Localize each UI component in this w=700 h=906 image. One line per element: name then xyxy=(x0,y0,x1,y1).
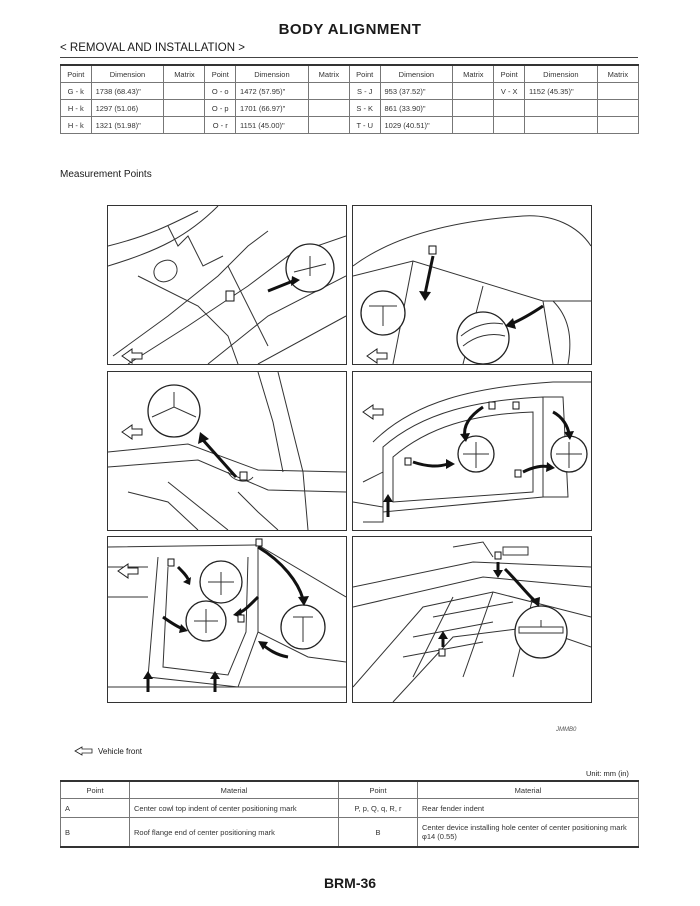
cell-dimension: 953 (37.52)" xyxy=(380,83,453,100)
cell-matrix xyxy=(308,83,349,100)
callout-arrow-icon xyxy=(268,281,293,291)
point-marker-icon xyxy=(256,539,262,546)
callout-arrow-icon xyxy=(523,466,549,472)
cell-point: H - k xyxy=(61,117,92,134)
cell-point: S - K xyxy=(349,100,380,117)
cell-point: O - o xyxy=(205,83,236,100)
cell-matrix xyxy=(597,100,638,117)
point-marker-icon xyxy=(515,470,521,477)
point-marker-icon xyxy=(168,559,174,566)
subtitle-rule xyxy=(60,57,638,58)
vehicle-front-arrow-icon xyxy=(363,405,383,419)
cell-matrix xyxy=(308,117,349,134)
cell-matrix xyxy=(453,117,494,134)
cell-dimension: 1321 (51.98)" xyxy=(91,117,164,134)
cell-matrix xyxy=(453,100,494,117)
point-marker-icon xyxy=(429,246,436,254)
cell-dimension: 1297 (51.06) xyxy=(91,100,164,117)
col-matrix: Matrix xyxy=(164,65,205,83)
legend xyxy=(74,746,142,756)
cell-point xyxy=(494,117,525,134)
cell-matrix xyxy=(164,117,205,134)
material-row xyxy=(61,799,639,818)
callout-arrow-icon xyxy=(413,462,448,466)
material-table xyxy=(60,780,639,848)
cell-material: Roof flange end of center positioning mark xyxy=(130,818,339,848)
cell-point: S - J xyxy=(349,83,380,100)
col-matrix: Matrix xyxy=(597,65,638,83)
cell-dimension: 1472 (57.95)" xyxy=(236,83,309,100)
col-dimension: Dimension xyxy=(91,65,164,83)
cowl-illustration xyxy=(108,206,346,364)
col-dimension: Dimension xyxy=(380,65,453,83)
cell-dimension xyxy=(524,117,597,134)
cell-matrix xyxy=(164,100,205,117)
diagram-panel-roof xyxy=(352,205,592,365)
point-marker-icon xyxy=(489,402,495,409)
cell-point: G - k xyxy=(61,83,92,100)
cell-dimension: 1152 (45.35)" xyxy=(524,83,597,100)
point-marker-icon xyxy=(513,402,519,409)
col-matrix: Matrix xyxy=(453,65,494,83)
legend-label: Vehicle front xyxy=(98,746,143,756)
cell-point: O - r xyxy=(205,117,236,134)
page-title: BODY ALIGNMENT xyxy=(278,21,422,38)
side-body-illustration xyxy=(353,372,591,530)
magnify-circle xyxy=(457,312,509,364)
cell-dimension: 861 (33.90)" xyxy=(380,100,453,117)
callout-arrow-icon xyxy=(425,256,433,294)
cell-point: T - U xyxy=(349,117,380,134)
cell-material: Rear fender indent xyxy=(418,799,639,818)
cell-dimension: 1029 (40.51)" xyxy=(380,117,453,134)
cell-point xyxy=(494,100,525,117)
col-dimension: Dimension xyxy=(236,65,309,83)
vehicle-front-arrow-icon xyxy=(122,425,142,439)
page-number: BRM-36 xyxy=(323,875,377,891)
rear-side-illustration xyxy=(108,537,346,702)
cell-point: P, p, Q, q, R, r xyxy=(339,799,418,818)
col-point: Point xyxy=(61,65,92,83)
col-material: Material xyxy=(130,781,339,799)
cell-matrix xyxy=(453,83,494,100)
col-point: Point xyxy=(205,65,236,83)
diagram-panel-floor xyxy=(352,536,592,703)
unit-label: Unit: mm (in) xyxy=(586,769,629,778)
cell-point: V - X xyxy=(494,83,525,100)
cell-point: H - k xyxy=(61,100,92,117)
col-point: Point xyxy=(339,781,418,799)
diagram-panel-side xyxy=(352,371,592,531)
cell-matrix xyxy=(597,117,638,134)
material-row xyxy=(61,818,639,848)
magnify-circle xyxy=(515,606,567,658)
cell-dimension: 1151 (45.00)" xyxy=(236,117,309,134)
col-dimension: Dimension xyxy=(524,65,597,83)
col-point: Point xyxy=(349,65,380,83)
material-table-header xyxy=(61,781,639,799)
measurement-points-heading: Measurement Points xyxy=(60,169,152,180)
diagram-panel-rear xyxy=(107,371,347,531)
dimension-row xyxy=(61,100,639,117)
section-subtitle: < REMOVAL AND INSTALLATION > xyxy=(60,42,245,54)
point-marker-icon xyxy=(405,458,411,465)
cell-matrix xyxy=(164,83,205,100)
cell-material: Center cowl top indent of center positioning mark xyxy=(130,799,339,818)
dimension-table xyxy=(60,64,639,134)
cell-matrix xyxy=(308,100,349,117)
dimension-table-header xyxy=(61,65,639,83)
vehicle-front-arrow-icon xyxy=(367,349,387,363)
col-material: Material xyxy=(418,781,639,799)
point-marker-icon xyxy=(240,472,247,480)
floor-illustration xyxy=(353,537,591,702)
vehicle-front-arrow-icon xyxy=(118,564,138,578)
point-marker-icon xyxy=(495,552,501,559)
callout-arrow-icon xyxy=(203,440,236,477)
figure-code: JMMB0 xyxy=(556,727,577,733)
cell-point: B xyxy=(339,818,418,848)
callout-arrow-icon xyxy=(465,407,483,437)
cell-point: O - p xyxy=(205,100,236,117)
col-matrix: Matrix xyxy=(308,65,349,83)
cell-dimension: 1701 (66.97)" xyxy=(236,100,309,117)
diagram-panel-cowl xyxy=(107,205,347,365)
dimension-row xyxy=(61,83,639,100)
point-marker-icon xyxy=(226,291,234,301)
point-marker-icon xyxy=(439,649,445,656)
rear-illustration xyxy=(108,372,346,530)
cell-dimension xyxy=(524,100,597,117)
cell-dimension: 1738 (68.43)" xyxy=(91,83,164,100)
vehicle-front-arrow-icon xyxy=(74,746,94,756)
point-marker-icon xyxy=(238,615,244,622)
callout-arrow-icon xyxy=(553,412,569,434)
vehicle-front-arrow-icon xyxy=(122,349,142,363)
cell-point: B xyxy=(61,818,130,848)
cell-matrix xyxy=(597,83,638,100)
roof-illustration xyxy=(353,206,591,364)
dimension-row xyxy=(61,117,639,134)
callout-arrow-icon xyxy=(511,306,543,324)
col-point: Point xyxy=(494,65,525,83)
diagram-panel-rear-side xyxy=(107,536,347,703)
cell-point: A xyxy=(61,799,130,818)
col-point: Point xyxy=(61,781,130,799)
callout-arrow-icon xyxy=(258,547,303,599)
cell-material: Center device installing hole center of center positioning mark φ14 (0.55) xyxy=(418,818,639,848)
